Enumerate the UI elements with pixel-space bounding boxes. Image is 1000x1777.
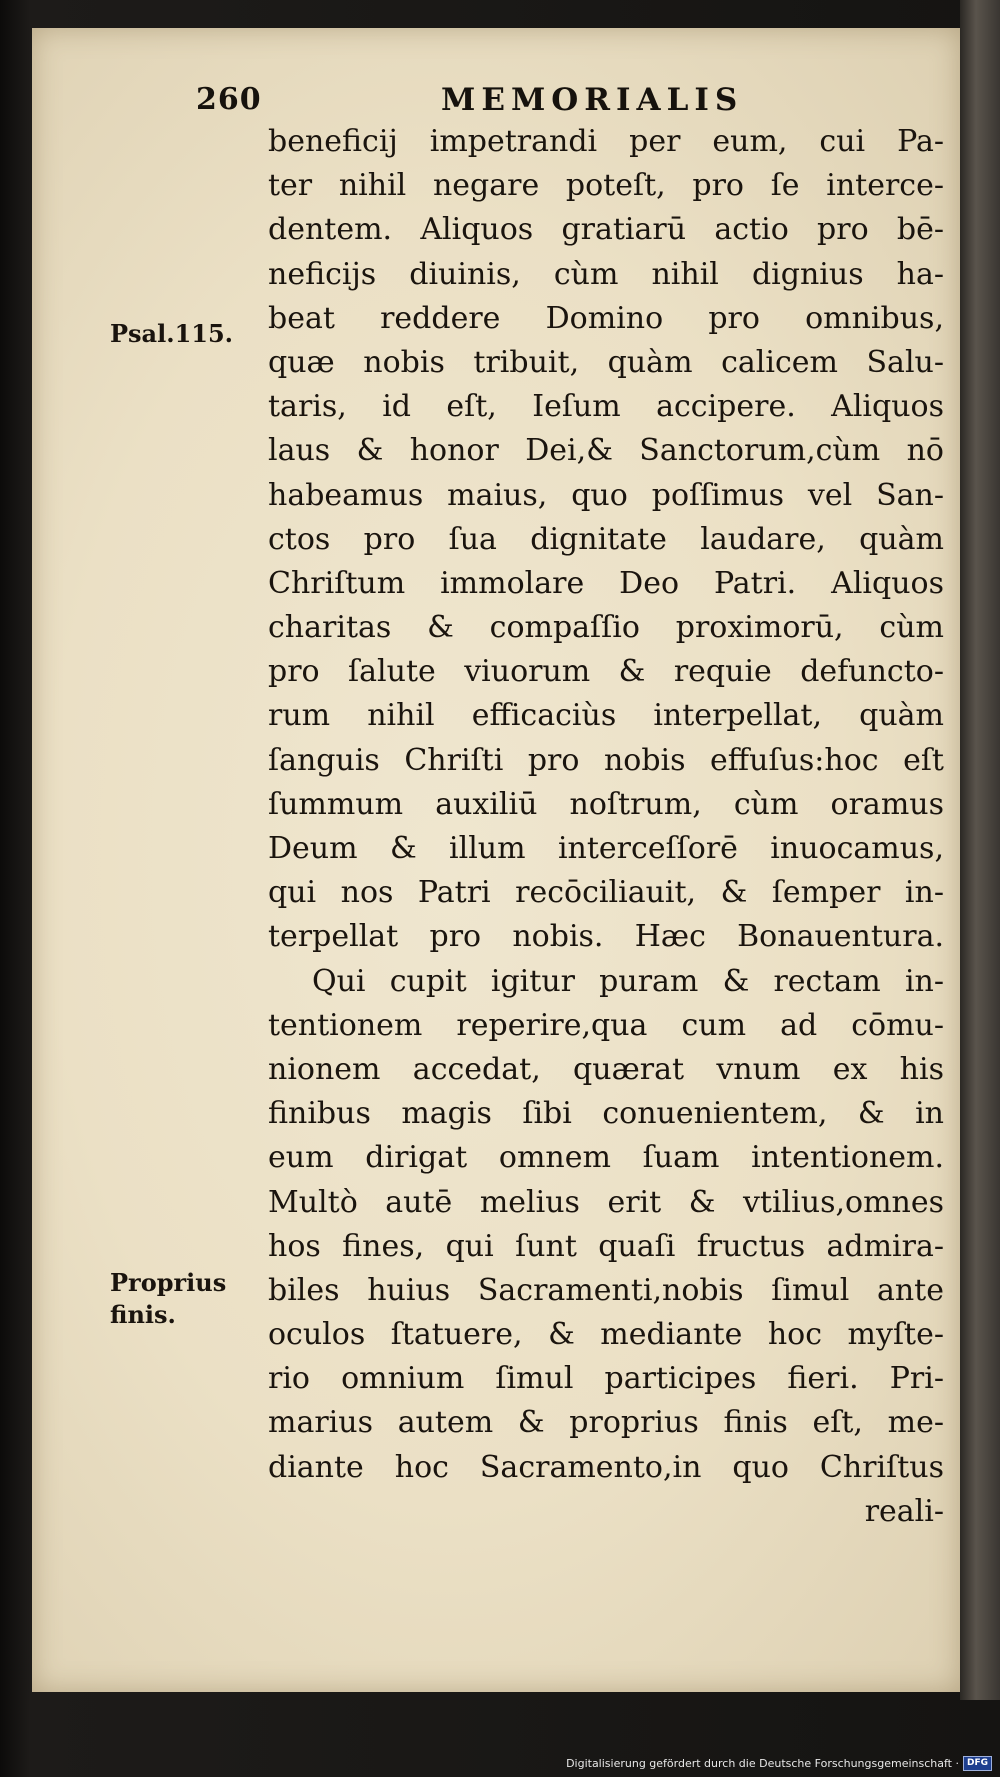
text-line: terpellat pro nobis. Hæc Bonauentura. [268, 919, 944, 955]
body-text [268, 120, 944, 1534]
digitization-credit [566, 1755, 992, 1771]
text-line: tentionem reperire,qua cum ad cōmu- [268, 1007, 944, 1043]
text-line: eum dirigat omnem ſuam intentionem. [268, 1140, 944, 1176]
marginal-note-psalm: Psal.115. [110, 319, 234, 348]
text-line: dentem. Aliquos gratiarū actio pro bē- [268, 212, 944, 248]
text-line: taris, id eſt, Ieſum accipere. Aliquos [268, 389, 944, 425]
marginal-note-line: Proprius [110, 1268, 227, 1297]
text-line: ter nihil negare poteſt, pro ſe interce- [268, 168, 944, 204]
book-edge [960, 0, 1000, 1700]
running-head-title: MEMORIALIS [441, 82, 744, 118]
catchword: reali- [864, 1493, 944, 1529]
text-line: marius autem & proprius finis eſt, me- [268, 1405, 944, 1441]
text-line: laus & honor Dei,& Sanctorum,cùm nō [268, 433, 944, 469]
credit-text: Digitalisierung gefördert durch die Deutsche Forschungsgemeinschaft · [566, 1756, 959, 1770]
text-line: finibus magis ſibi conuenientem, & in [268, 1096, 944, 1132]
dfg-logo-icon: DFG [963, 1756, 992, 1771]
text-line: biles huius Sacramenti,nobis ſimul ante [268, 1272, 944, 1308]
text-line: neficijs diuinis, cùm nihil dignius ha- [268, 256, 944, 292]
marginal-note-proprius [110, 1267, 226, 1331]
text-line: ſanguis Chriſti pro nobis effuſus:hoc eſt [268, 742, 944, 778]
marginal-note-line: finis. [110, 1300, 176, 1329]
text-line: diante hoc Sacramento,in quo Chriſtus [268, 1449, 944, 1485]
text-line: Deum & illum interceſſorē inuocamus, [268, 831, 944, 866]
text-line: Multò autē melius erit & vtilius,omnes [268, 1184, 944, 1220]
text-line: rio omnium ſimul participes fieri. Pri- [268, 1361, 944, 1397]
text-line: pro ſalute viuorum & requie defuncto- [268, 654, 944, 690]
text-line: Chriſtum immolare Deo Patri. Aliquos [268, 565, 944, 601]
text-line: qui nos Patri recōciliauit, & ſemper in- [268, 875, 944, 911]
text-line: rum nihil efficaciùs interpellat, quàm [268, 698, 944, 734]
text-line: hos fines, qui ſunt quaſi fructus admira- [268, 1228, 944, 1264]
page-number: 260 [196, 82, 262, 117]
text-line: Qui cupit igitur puram & rectam in- [312, 963, 944, 999]
text-line: ſummum auxiliū noſtrum, cùm oramus [268, 786, 944, 822]
text-line: quæ nobis tribuit, quàm calicem Salu- [268, 344, 944, 380]
text-line: beat reddere Domino pro omnibus, [268, 300, 944, 336]
text-line: nionem accedat, quærat vnum ex his [268, 1051, 944, 1087]
text-line: charitas & compaſſio proximorū, cùm [268, 610, 944, 646]
text-line: beneficij impetrandi per eum, cui Pa- [268, 124, 944, 159]
text-line: ctos pro ſua dignitate laudare, quàm [268, 521, 944, 557]
text-line: oculos ſtatuere, & mediante hoc myſte- [268, 1317, 944, 1353]
text-line: habeamus maius, quo poſſimus vel San- [268, 477, 944, 513]
